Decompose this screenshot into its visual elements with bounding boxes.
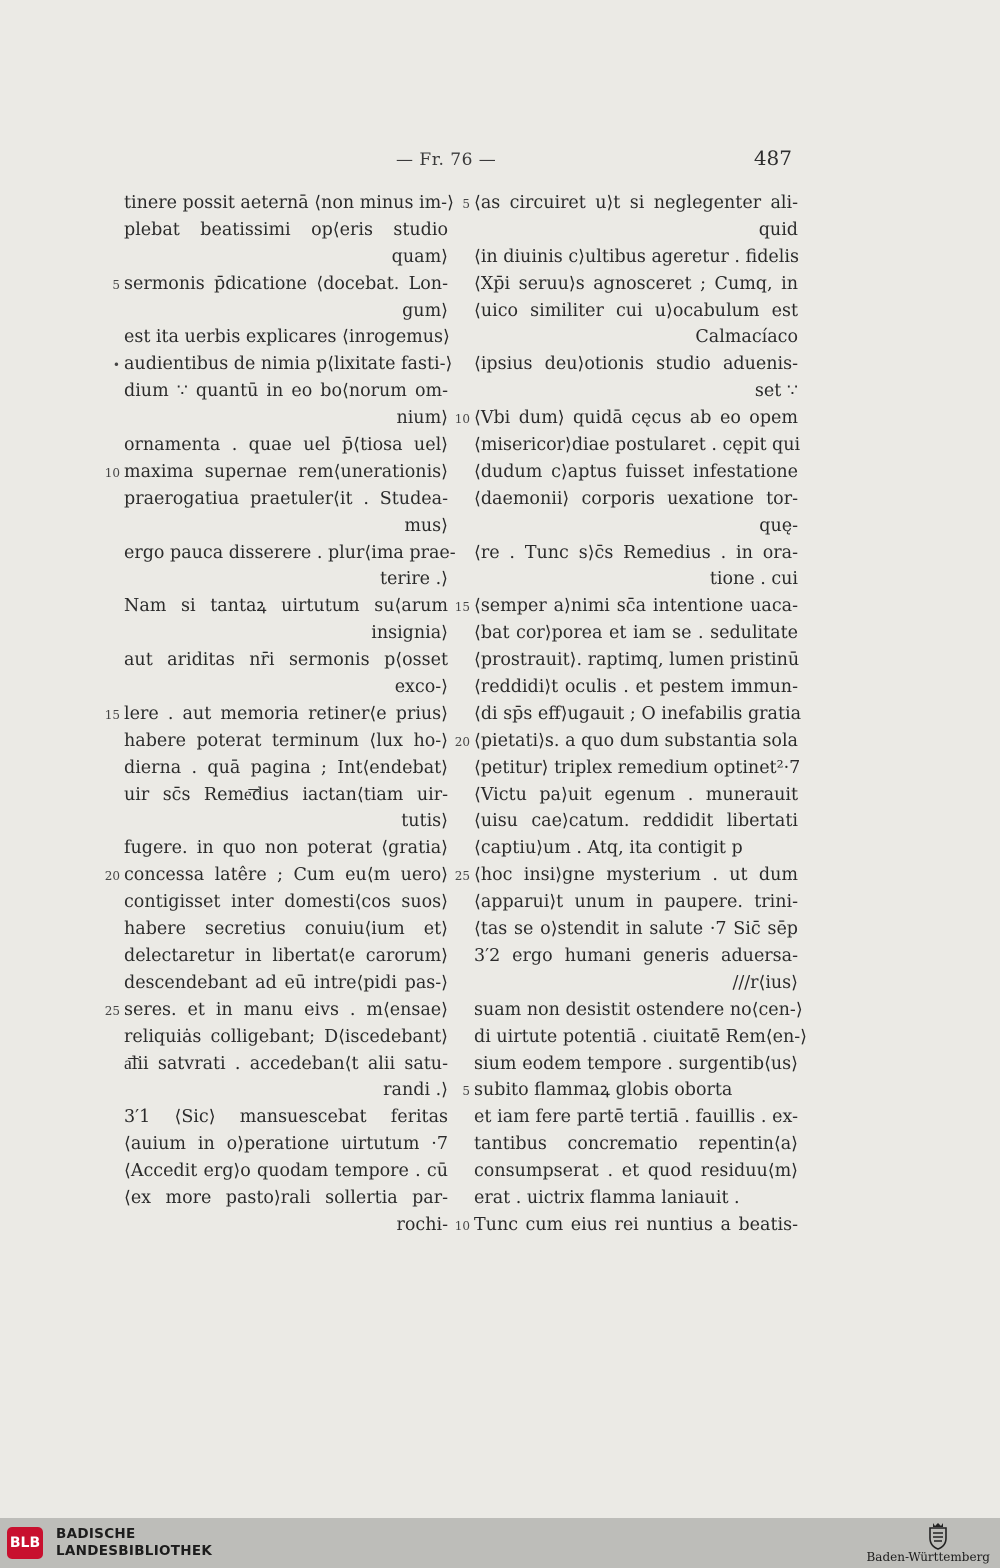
text-line	[100, 862, 448, 889]
line-number: 20	[104, 869, 120, 884]
line-text: 3′2 ergo humani generis aduersa-	[474, 945, 798, 966]
text-line	[448, 1024, 808, 1051]
text-line	[100, 190, 454, 217]
text-line	[100, 1131, 448, 1158]
text-line	[448, 298, 798, 325]
text-line	[100, 808, 448, 835]
line-text: suam non desistit ostendere no⟨cen-⟩	[474, 999, 803, 1020]
line-text: quid	[758, 219, 798, 240]
line-text: mus⟩	[404, 515, 448, 536]
line-number: 15	[454, 600, 470, 615]
line-text: ⟨uico similiter cui u⟩ocabulum est	[474, 300, 798, 321]
text-line	[100, 701, 448, 728]
line-text: et iam fere partē tertiā . fauillis . ex-	[474, 1107, 798, 1128]
line-text: ergo pauca disserere . plur⟨ima prae-	[124, 542, 456, 563]
line-text: ⟨petitur⟩ triplex remedium optinet²·7	[474, 757, 801, 778]
line-text: ⟨dudum c⟩aptus fuisset infestatione	[474, 461, 798, 482]
line-number: 15	[104, 707, 120, 722]
text-line	[100, 916, 448, 943]
line-text: tutis⟩	[401, 811, 448, 832]
text-line	[100, 889, 448, 916]
line-text: Nam si tantaꝝ uirtutum su⟨arum	[124, 596, 448, 617]
line-text: maxima supernae rem⟨unerationis⟩	[124, 461, 448, 482]
line-text: plebat beatissimi op⟨eris studio	[124, 219, 448, 240]
line-text: uir sc̄s Reme͞dius iactan⟨tiam uir-	[124, 784, 448, 805]
text-line	[448, 432, 801, 459]
text-line	[100, 217, 448, 244]
line-text: descendebant ad eū intre⟨pidi pas-⟩	[124, 972, 448, 993]
line-text: seres. et in manu eivs . m⟨ensae⟩	[124, 999, 448, 1020]
line-text: habere poterat terminum ⟨lux ho-⟩	[124, 730, 448, 751]
line-text: ⟨captiu⟩um . Atq, ita contigit p	[474, 838, 743, 859]
text-line	[100, 459, 448, 486]
text-line	[448, 405, 798, 432]
text-line	[448, 916, 798, 943]
line-text: tantibus concrematio repentin⟨a⟩	[474, 1134, 798, 1155]
line-text: contigisset inter domesti⟨cos suos⟩	[124, 892, 448, 913]
line-text: audientibus de nimia p⟨lixitate fasti-⟩	[124, 354, 453, 375]
line-text: erat . uictrix flamma laniauit .	[474, 1187, 740, 1208]
line-text: ⟨hoc insi⟩gne mysterium . ut dum	[474, 865, 798, 886]
blb-logo[interactable]: BLB	[7, 1527, 43, 1559]
line-text: ///r⟨ius⟩	[732, 972, 798, 993]
line-text: consumpserat . et quod residuu⟨m⟩	[474, 1161, 798, 1182]
text-line	[448, 244, 798, 271]
text-line	[448, 755, 801, 782]
text-line	[448, 943, 798, 970]
line-text: ⟨daemonii⟩ corporis uexatione tor-	[474, 488, 798, 509]
text-line	[100, 324, 448, 351]
line-text: dierna . quā pagina ; Int⟨endebat⟩	[124, 757, 448, 778]
line-text: insignia⟩	[371, 623, 448, 644]
line-text: ⟨Victu pa⟩uit egenum . munerauit	[474, 784, 798, 805]
line-number: 10	[454, 1218, 470, 1233]
line-text: habere secretius conuiu⟨ium et⟩	[124, 919, 448, 940]
text-line	[448, 1158, 798, 1185]
line-text: nium⟩	[396, 408, 448, 429]
text-line	[100, 351, 453, 378]
text-line	[448, 593, 798, 620]
text-line	[448, 1185, 798, 1212]
text-line	[448, 1077, 798, 1104]
page-number: 487	[753, 146, 792, 170]
text-line	[100, 647, 448, 674]
text-line	[100, 620, 448, 647]
line-text: aut ariditas nr̄i sermonis p⟨osset	[124, 650, 448, 671]
line-text: ⟨Accedit erg⟩o quodam tempore . cū	[124, 1161, 448, 1182]
line-text: a͞lii satvrati . accedeban⟨t alii satu-	[124, 1053, 448, 1074]
line-text: praerogatiua praetuler⟨it . Studea-	[124, 488, 448, 509]
line-text: lere . aut memoria retiner⟨e prius⟩	[124, 703, 448, 724]
line-text: ⟨tas se o⟩stendit in salute ·7 Sic̄ sēp	[474, 919, 798, 940]
text-line	[100, 943, 448, 970]
line-text: Calmacíaco	[695, 327, 798, 348]
line-text: ⟨Xp̄i seruu⟩s agnosceret ; Cumq, in	[474, 273, 798, 294]
footer-bar	[0, 1518, 1000, 1568]
line-text: ⟨bat cor⟩porea et iam se . sedulitate	[474, 623, 798, 644]
text-line	[448, 808, 798, 835]
text-line	[100, 674, 448, 701]
text-line	[100, 1077, 448, 1104]
text-line	[448, 674, 798, 701]
text-line	[448, 1104, 798, 1131]
text-line	[448, 620, 798, 647]
line-text: ⟨apparui⟩t unum in paupere. trini-	[474, 892, 798, 913]
text-line	[100, 244, 448, 271]
line-text: randi .⟩	[383, 1080, 448, 1101]
text-line	[448, 835, 798, 862]
line-text: ⟨as circuiret u⟩t si neglegenter ali-	[474, 193, 798, 213]
line-text: ⟨ex more pasto⟩rali sollertia par-	[124, 1187, 448, 1208]
line-text: ⟨pietati⟩s. a quo dum substantia sola	[474, 730, 798, 751]
text-line	[448, 540, 798, 567]
text-line	[448, 190, 798, 217]
line-text: ornamenta . quae uel p̄⟨tiosa uel⟩	[124, 435, 448, 456]
text-line	[448, 889, 798, 916]
line-text: tinere possit aeternā ⟨non minus im-⟩	[124, 193, 454, 213]
text-line	[100, 378, 448, 405]
line-text: est ita uerbis explicares ⟨inrogemus⟩	[124, 327, 450, 348]
text-line	[448, 647, 798, 674]
line-number: 25	[454, 869, 470, 884]
text-line	[448, 1131, 798, 1158]
text-line	[100, 513, 448, 540]
line-text: quę-	[759, 515, 798, 536]
text-line	[100, 566, 448, 593]
line-text: tione . cui	[709, 569, 798, 590]
line-text: exco-⟩	[394, 677, 448, 698]
line-text: subito flammaꝝ globis oborta	[474, 1080, 733, 1101]
line-text: ⟨prostrauit⟩. raptimq, lumen pristinū	[474, 650, 800, 671]
text-line	[100, 1185, 448, 1212]
line-number: 25	[104, 1003, 120, 1018]
page-header	[0, 146, 1000, 176]
line-text: Tunc cum eius rei nuntius a beatis-	[474, 1214, 798, 1235]
text-line	[448, 997, 803, 1024]
line-text: di uirtute potentiā . ciuitatē Rem⟨en-⟩	[474, 1026, 808, 1047]
line-text: ⟨auium in o⟩peratione uirtutum ·7	[124, 1134, 448, 1155]
line-text: delectaretur in libertat⟨e carorum⟩	[124, 945, 448, 966]
line-text: gum⟩	[402, 300, 448, 321]
text-line	[448, 513, 798, 540]
library-name-line1: BADISCHE	[56, 1526, 136, 1542]
text-line	[448, 970, 798, 997]
text-line	[448, 324, 798, 351]
text-line	[100, 970, 448, 997]
line-number: 5	[112, 277, 120, 292]
text-line	[100, 1024, 448, 1051]
line-text: reliquiȧs colligebant; D⟨iscedebant⟩	[124, 1026, 448, 1047]
line-text: set ∵	[754, 381, 798, 402]
line-text: ⟨ipsius deu⟩otionis studio aduenis-	[474, 354, 798, 375]
text-line	[100, 432, 448, 459]
text-line	[100, 728, 448, 755]
text-line	[448, 378, 798, 405]
text-line	[100, 782, 448, 809]
text-line	[448, 566, 798, 593]
line-text: sermonis p̄dicatione ⟨docebat. Lon-	[124, 273, 448, 294]
text-line	[448, 217, 798, 244]
crest-icon	[926, 1522, 950, 1550]
line-text: fugere. in quo non poterat ⟨gratia⟩	[124, 838, 448, 859]
line-text: concessa latêre ; Cum eu⟨m uero⟩	[124, 865, 448, 886]
line-text: ⟨re . Tunc s⟩c̄s Remedius . in ora-	[474, 542, 798, 563]
line-text: ⟨misericor⟩diae postularet . cępit qui	[474, 435, 801, 456]
left-text-column	[100, 190, 456, 1239]
line-text: ⟨reddidi⟩t oculis . et pestem immun-	[474, 677, 798, 698]
text-line	[100, 593, 448, 620]
line-text: 3′1 ⟨Sic⟩ mansuescebat feritas	[124, 1107, 448, 1128]
text-line	[100, 1212, 448, 1239]
line-text: dium ∵ quantū in eo bo⟨norum om-	[124, 381, 448, 402]
library-name[interactable]	[56, 1526, 212, 1560]
text-line	[100, 271, 448, 298]
line-text: rochi-	[396, 1214, 448, 1235]
text-line	[448, 459, 798, 486]
line-text: sium eodem tempore . surgentib⟨us⟩	[474, 1053, 798, 1074]
line-number: 5	[462, 1084, 470, 1099]
text-line	[448, 701, 802, 728]
text-line	[448, 862, 798, 889]
text-line	[448, 351, 798, 378]
text-line	[448, 1212, 798, 1239]
line-number: 10	[104, 465, 120, 480]
text-line	[448, 782, 798, 809]
text-line	[100, 405, 448, 432]
library-name-line2: LANDESBIBLIOTHEK	[56, 1543, 213, 1559]
running-title: — Fr. 76 —	[396, 150, 497, 170]
text-line	[448, 1051, 798, 1078]
text-line	[100, 835, 448, 862]
text-line	[100, 1104, 448, 1131]
line-text: ⟨di sp̄s eff⟩ugauit ; O inefabilis gratia	[474, 703, 802, 724]
text-line	[100, 997, 448, 1024]
line-number: •	[112, 358, 120, 373]
text-line	[100, 755, 448, 782]
text-line	[448, 271, 798, 298]
line-text: ⟨in diuinis c⟩ultibus ageretur . fidelis	[474, 246, 799, 267]
line-text: quam⟩	[391, 246, 448, 267]
line-text: ⟨semper a⟩nimi sc̄a intentione uaca-	[474, 596, 798, 617]
state-name[interactable]: Baden-Württemberg	[866, 1550, 990, 1564]
text-line	[100, 298, 448, 325]
text-line	[448, 486, 798, 513]
line-text: ⟨uisu cae⟩catum. reddidit libertati	[474, 811, 798, 832]
line-number: 5	[462, 197, 470, 211]
text-line	[100, 1051, 448, 1078]
text-line	[100, 540, 456, 567]
right-text-column	[448, 190, 808, 1239]
text-line	[100, 1158, 448, 1185]
line-text: ⟨Vbi dum⟩ quidā cęcus ab eo opem	[474, 408, 798, 429]
line-number: 20	[454, 734, 470, 749]
line-number: 10	[454, 412, 470, 427]
text-line	[448, 728, 798, 755]
line-text: terire .⟩	[379, 569, 448, 590]
text-line	[100, 486, 448, 513]
